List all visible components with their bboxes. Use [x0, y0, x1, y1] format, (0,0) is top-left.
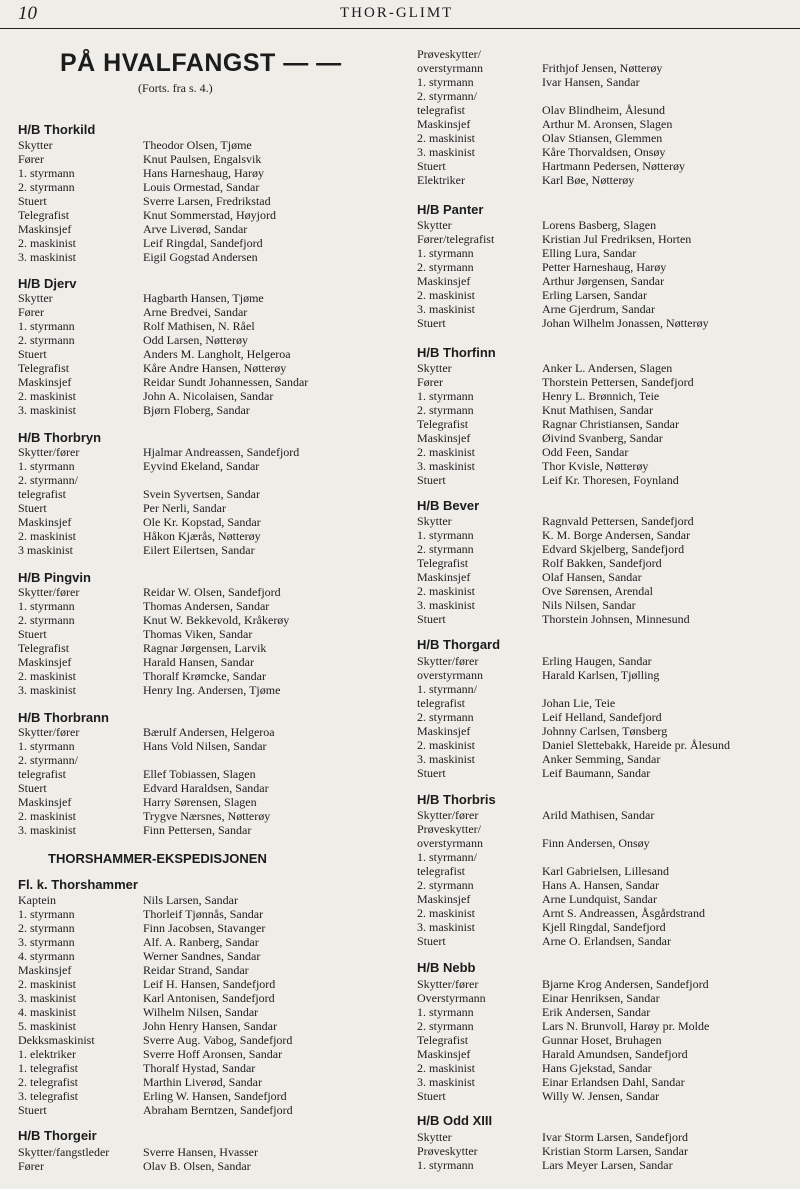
crew-role: overstyrmann [417, 836, 483, 850]
crew-name: Johan Wilhelm Jonassen, Nøtterøy [542, 316, 709, 330]
crew-name: Bærulf Andersen, Helgeroa [143, 725, 275, 739]
article-subtitle: (Forts. fra s. 4.) [138, 81, 213, 95]
crew-role: 3 maskinist [18, 543, 74, 557]
crew-name: Arne O. Erlandsen, Sandar [542, 934, 671, 948]
crew-name: John Henry Hansen, Sandar [143, 1019, 277, 1033]
ship-title: H/B Thorbris [417, 792, 496, 807]
crew-role: 1. styrmann [18, 907, 75, 921]
crew-role: Telegrafist [18, 641, 70, 655]
crew-role: Skytter/fører [417, 654, 479, 668]
crew-name: Ragnar Christiansen, Sandar [542, 417, 679, 431]
crew-role: telegrafist [417, 696, 465, 710]
crew-name: Karl Antonisen, Sandefjord [143, 991, 275, 1005]
crew-name: Nils Nilsen, Sandar [542, 598, 636, 612]
magazine-title: THOR-GLIMT [340, 5, 454, 21]
crew-name: Olaf Hansen, Sandar [542, 570, 642, 584]
crew-role: 4. styrmann [18, 949, 75, 963]
crew-role: 2. maskinist [18, 977, 77, 991]
crew-role: Stuert [18, 627, 47, 641]
crew-name: Olav B. Olsen, Sandar [143, 1159, 251, 1173]
crew-name: Olav Blindheim, Ålesund [542, 103, 665, 117]
crew-role: 2. maskinist [417, 584, 476, 598]
crew-role: 2. maskinist [417, 1061, 476, 1075]
crew-name: Leif H. Hansen, Sandefjord [143, 977, 276, 991]
crew-name: Olav Stiansen, Glemmen [542, 131, 663, 145]
crew-name: Sverre Aug. Vabog, Sandefjord [143, 1033, 293, 1047]
crew-role: Fører [18, 1159, 44, 1173]
crew-role: 2. maskinist [417, 445, 476, 459]
crew-name: Erling Larsen, Sandar [542, 288, 647, 302]
crew-role: Maskinsjef [417, 1047, 471, 1061]
crew-role: Maskinsjef [417, 892, 471, 906]
crew-role: telegrafist [18, 487, 66, 501]
crew-role: 3. maskinist [18, 250, 77, 264]
crew-role: 3. maskinist [18, 991, 77, 1005]
crew-role: Skytter/fører [417, 977, 479, 991]
crew-name: Henry Ing. Andersen, Tjøme [143, 683, 281, 697]
crew-name: Leif Helland, Sandefjord [542, 710, 662, 724]
crew-name: Thorstein Johnsen, Minnesund [542, 612, 690, 626]
crew-role: Skytter/fører [18, 445, 80, 459]
crew-role: overstyrmann [417, 61, 483, 75]
crew-role: telegrafist [417, 864, 465, 878]
crew-name: Finn Andersen, Onsøy [542, 836, 650, 850]
crew-name: Kåre Thorvaldsen, Onsøy [542, 145, 666, 159]
crew-role: Stuert [417, 159, 446, 173]
crew-name: Anker Semming, Sandar [542, 752, 661, 766]
crew-role: Telegrafist [18, 361, 70, 375]
crew-name: Hjalmar Andreassen, Sandefjord [143, 445, 300, 459]
crew-role: 2. maskinist [417, 906, 476, 920]
crew-name: Alf. A. Ranberg, Sandar [143, 935, 259, 949]
crew-role: Skytter/fangstleder [18, 1145, 110, 1159]
crew-role: 2. maskinist [18, 236, 77, 250]
crew-name: Arne Bredvei, Sandar [143, 305, 248, 319]
crew-name: Harald Amundsen, Sandefjord [542, 1047, 688, 1061]
crew-role: 2. maskinist [18, 669, 77, 683]
crew-name: Arne Lundquist, Sandar [542, 892, 657, 906]
crew-name: Werner Sandnes, Sandar [143, 949, 261, 963]
ship-title: Fl. k. Thorshammer [18, 877, 138, 892]
crew-role: 1. elektriker [18, 1047, 76, 1061]
article-title: PÅ HVALFANGST — — [60, 49, 342, 77]
crew-name: Hans Harneshaug, Harøy [143, 166, 264, 180]
crew-role: 1. styrmann/ [417, 682, 477, 696]
crew-role: 3. maskinist [18, 823, 77, 837]
crew-role: 1. styrmann [417, 528, 474, 542]
crew-role: Stuert [18, 501, 47, 515]
crew-name: Anker L. Andersen, Slagen [542, 361, 673, 375]
crew-role: 1. styrmann [18, 166, 75, 180]
crew-name: Marthin Liverød, Sandar [143, 1075, 262, 1089]
crew-name: Ivar Hansen, Sandar [542, 75, 640, 89]
crew-role: Stuert [417, 766, 446, 780]
crew-name: Louis Ormestad, Sandar [143, 180, 260, 194]
crew-name: Henry L. Brønnich, Teie [542, 389, 660, 403]
crew-name: Einar Erlandsen Dahl, Sandar [542, 1075, 685, 1089]
crew-role: Maskinsjef [18, 375, 72, 389]
crew-role: 3. maskinist [417, 1075, 476, 1089]
crew-name: Lars N. Brunvoll, Harøy pr. Molde [542, 1019, 710, 1033]
crew-role: Telegrafist [417, 417, 469, 431]
crew-name: Daniel Slettebakk, Hareide pr. Ålesund [542, 738, 730, 752]
crew-name: Arthur M. Aronsen, Slagen [542, 117, 673, 131]
crew-name: Sverre Hansen, Hvasser [143, 1145, 258, 1159]
crew-role: 2. telegrafist [18, 1075, 78, 1089]
crew-role: 3. maskinist [18, 403, 77, 417]
crew-role: 2. maskinist [18, 809, 77, 823]
crew-role: 1. telegrafist [18, 1061, 78, 1075]
crew-name: Karl Bøe, Nøtterøy [542, 173, 635, 187]
crew-role: 2. styrmann/ [18, 473, 78, 487]
crew-role: 2. styrmann [417, 710, 474, 724]
crew-role: 3. telegrafist [18, 1089, 78, 1103]
crew-role: Prøveskytter/ [417, 47, 481, 61]
crew-role: 3. maskinist [417, 302, 476, 316]
crew-name: Sverre Larsen, Fredrikstad [143, 194, 271, 208]
crew-role: Maskinsjef [18, 795, 72, 809]
crew-name: Reidar Sundt Johannessen, Sandar [143, 375, 309, 389]
crew-name: Edvard Haraldsen, Sandar [143, 781, 269, 795]
crew-role: Fører [18, 305, 44, 319]
crew-name: Ellef Tobiassen, Slagen [143, 767, 256, 781]
crew-name: Thoralf Hystad, Sandar [143, 1061, 256, 1075]
crew-name: Johan Lie, Teie [542, 696, 616, 710]
crew-name: Knut Paulsen, Engalsvik [143, 152, 262, 166]
crew-name: Rolf Bakken, Sandefjord [542, 556, 662, 570]
crew-name: Hartmann Pedersen, Nøtterøy [542, 159, 685, 173]
crew-name: Anders M. Langholt, Helgeroa [143, 347, 291, 361]
crew-name: Finn Pettersen, Sandar [143, 823, 252, 837]
crew-role: 2. maskinist [417, 288, 476, 302]
crew-name: Reidar W. Olsen, Sandefjord [143, 585, 281, 599]
crew-name: Elling Lura, Sandar [542, 246, 637, 260]
crew-role: telegrafist [18, 767, 66, 781]
crew-role: Overstyrmann [417, 991, 486, 1005]
crew-name: Lars Meyer Larsen, Sandar [542, 1158, 673, 1172]
crew-role: Skytter/fører [18, 585, 80, 599]
crew-role: 5. maskinist [18, 1019, 77, 1033]
crew-role: Fører/telegrafist [417, 232, 495, 246]
ship-title: H/B Thorgard [417, 637, 501, 652]
crew-name: Reidar Strand, Sandar [143, 963, 249, 977]
crew-role: Dekksmaskinist [18, 1033, 95, 1047]
crew-role: Skytter [18, 291, 53, 305]
crew-name: Hans A. Hansen, Sandar [542, 878, 659, 892]
crew-name: Eyvind Ekeland, Sandar [143, 459, 260, 473]
crew-name: Kjell Ringdal, Sandefjord [542, 920, 666, 934]
crew-name: Johnny Carlsen, Tønsberg [542, 724, 668, 738]
crew-role: Maskinsjef [417, 724, 471, 738]
crew-name: Trygve Nærsnes, Nøtterøy [143, 809, 271, 823]
crew-name: Kristian Jul Fredriksen, Horten [542, 232, 692, 246]
crew-role: Maskinsjef [18, 222, 72, 236]
crew-role: Maskinsjef [417, 117, 471, 131]
crew-role: Stuert [18, 1103, 47, 1117]
crew-role: Fører [18, 152, 44, 166]
crew-name: Thomas Viken, Sandar [143, 627, 253, 641]
crew-role: Fører [417, 375, 443, 389]
crew-role: 2. maskinist [18, 529, 77, 543]
crew-name: Lorens Basberg, Slagen [542, 218, 657, 232]
crew-name: Harald Karlsen, Tjølling [542, 668, 660, 682]
expedition-title: THORSHAMMER-EKSPEDISJONEN [48, 851, 267, 866]
crew-role: Elektriker [417, 173, 465, 187]
crew-name: Eilert Eilertsen, Sandar [143, 543, 255, 557]
crew-role: 2. styrmann [417, 542, 474, 556]
crew-name: Ivar Storm Larsen, Sandefjord [542, 1130, 688, 1144]
crew-name: Sverre Hoff Aronsen, Sandar [143, 1047, 283, 1061]
crew-role: 2. maskinist [417, 131, 476, 145]
crew-role: Maskinsjef [18, 515, 72, 529]
crew-name: Ove Sørensen, Arendal [542, 584, 653, 598]
crew-role: telegrafist [417, 103, 465, 117]
crew-name: Thoralf Krømcke, Sandar [143, 669, 266, 683]
crew-role: 1. styrmann [18, 739, 75, 753]
crew-name: Harry Sørensen, Slagen [143, 795, 257, 809]
crew-name: Odd Larsen, Nøtterøy [143, 333, 248, 347]
ship-title: H/B Thorbryn [18, 430, 102, 445]
crew-role: 1. styrmann [18, 459, 75, 473]
crew-role: Telegrafist [417, 556, 469, 570]
crew-role: 1. styrmann [18, 599, 75, 613]
crew-role: Stuert [417, 316, 446, 330]
crew-role: Skytter [18, 138, 53, 152]
ship-title: H/B Bever [417, 498, 480, 513]
crew-name: Hagbarth Hansen, Tjøme [143, 291, 264, 305]
crew-role: 2. styrmann/ [417, 89, 477, 103]
crew-name: Leif Kr. Thoresen, Foynland [542, 473, 679, 487]
crew-role: Stuert [18, 347, 47, 361]
crew-name: Odd Feen, Sandar [542, 445, 629, 459]
crew-role: 3. maskinist [417, 920, 476, 934]
crew-name: Gunnar Hoset, Bruhagen [542, 1033, 662, 1047]
crew-role: Prøveskytter/ [417, 822, 481, 836]
crew-role: Stuert [417, 934, 446, 948]
crew-role: Maskinsjef [417, 570, 471, 584]
crew-name: Erik Andersen, Sandar [542, 1005, 651, 1019]
crew-role: 2. maskinist [18, 389, 77, 403]
ship-title: H/B Nebb [417, 960, 476, 975]
crew-role: Skytter [417, 361, 452, 375]
page-number: 10 [18, 3, 37, 24]
crew-role: 3. styrmann [18, 935, 75, 949]
crew-name: Håkon Kjærås, Nøtterøy [143, 529, 261, 543]
crew-name: Knut W. Bekkevold, Kråkerøy [143, 613, 290, 627]
crew-name: Rolf Mathisen, N. Råel [143, 319, 255, 333]
crew-name: Kristian Storm Larsen, Sandar [542, 1144, 688, 1158]
crew-role: 3. maskinist [417, 145, 476, 159]
crew-role: 1. styrmann/ [417, 850, 477, 864]
crew-name: Abraham Berntzen, Sandefjord [143, 1103, 293, 1117]
crew-role: Maskinsjef [18, 655, 72, 669]
crew-name: Petter Harneshaug, Harøy [542, 260, 667, 274]
crew-role: Telegrafist [417, 1033, 469, 1047]
crew-role: 2. styrmann [18, 613, 75, 627]
crew-role: Skytter [417, 514, 452, 528]
crew-name: Frithjof Jensen, Nøtterøy [542, 61, 663, 75]
crew-name: Ragnvald Pettersen, Sandefjord [542, 514, 694, 528]
crew-name: Kåre Andre Hansen, Nøtterøy [143, 361, 287, 375]
crew-name: Leif Ringdal, Sandefjord [143, 236, 263, 250]
crew-name: Thorleif Tjønnås, Sandar [143, 907, 264, 921]
crew-name: Arild Mathisen, Sandar [542, 808, 655, 822]
crew-name: Einar Henriksen, Sandar [542, 991, 660, 1005]
crew-role: Prøveskytter [417, 1144, 478, 1158]
crew-name: Wilhelm Nilsen, Sandar [143, 1005, 259, 1019]
crew-role: Maskinsjef [18, 963, 72, 977]
crew-role: Skytter [417, 1130, 452, 1144]
crew-name: Øivind Svanberg, Sandar [542, 431, 663, 445]
crew-name: Nils Larsen, Sandar [143, 893, 238, 907]
crew-name: Hans Vold Nilsen, Sandar [143, 739, 267, 753]
crew-role: 3. maskinist [417, 752, 476, 766]
crew-role: 2. styrmann [417, 878, 474, 892]
ship-title: H/B Thorfinn [417, 345, 496, 360]
crew-name: Harald Hansen, Sandar [143, 655, 254, 669]
ship-title: H/B Thorkild [18, 122, 96, 137]
crew-name: Erling W. Hansen, Sandefjord [143, 1089, 287, 1103]
crew-role: 1. styrmann [18, 319, 75, 333]
crew-name: Arve Liverød, Sandar [143, 222, 248, 236]
crew-role: 2. styrmann/ [18, 753, 78, 767]
crew-name: Willy W. Jensen, Sandar [542, 1089, 660, 1103]
ship-title: H/B Djerv [18, 276, 77, 291]
crew-role: Skytter/fører [18, 725, 80, 739]
crew-role: 1. styrmann [417, 1158, 474, 1172]
crew-role: 4. maskinist [18, 1005, 77, 1019]
crew-role: 1. styrmann [417, 246, 474, 260]
crew-name: Bjarne Krog Andersen, Sandefjord [542, 977, 709, 991]
crew-role: Skytter/fører [417, 808, 479, 822]
crew-name: K. M. Borge Andersen, Sandar [542, 528, 691, 542]
crew-name: Karl Gabrielsen, Lillesand [542, 864, 669, 878]
crew-role: Kaptein [18, 893, 56, 907]
crew-name: Knut Mathisen, Sandar [542, 403, 653, 417]
ship-title: H/B Pingvin [18, 570, 91, 585]
crew-name: Ragnar Jørgensen, Larvik [143, 641, 267, 655]
crew-role: 2. maskinist [417, 738, 476, 752]
crew-name: Finn Jacobsen, Stavanger [143, 921, 266, 935]
crew-role: Maskinsjef [417, 431, 471, 445]
crew-name: Theodor Olsen, Tjøme [143, 138, 252, 152]
crew-name: Per Nerli, Sandar [143, 501, 226, 515]
page-header [0, 0, 800, 29]
crew-name: Hans Gjekstad, Sandar [542, 1061, 652, 1075]
crew-name: Edvard Skjelberg, Sandefjord [542, 542, 685, 556]
crew-name: Erling Haugen, Sandar [542, 654, 652, 668]
crew-role: Stuert [18, 194, 47, 208]
crew-name: Leif Baumann, Sandar [542, 766, 651, 780]
crew-role: Stuert [417, 1089, 446, 1103]
crew-role: Stuert [417, 473, 446, 487]
crew-name: Bjørn Floberg, Sandar [143, 403, 250, 417]
crew-role: 3. maskinist [18, 683, 77, 697]
crew-name: John A. Nicolaisen, Sandar [143, 389, 274, 403]
crew-role: 1. styrmann [417, 1005, 474, 1019]
crew-name: Thor Kvisle, Nøtterøy [542, 459, 649, 473]
crew-role: 3. maskinist [417, 598, 476, 612]
crew-name: Thorstein Pettersen, Sandefjord [542, 375, 694, 389]
ship-title: H/B Panter [417, 202, 484, 217]
crew-name: Knut Sommerstad, Høyjord [143, 208, 276, 222]
crew-role: 2. styrmann [417, 1019, 474, 1033]
crew-role: Telegrafist [18, 208, 70, 222]
crew-role: Stuert [417, 612, 446, 626]
crew-name: Arne Gjerdrum, Sandar [542, 302, 655, 316]
crew-role: 1. styrmann [417, 75, 474, 89]
ship-title: H/B Thorgeir [18, 1128, 97, 1143]
crew-name: Svein Syvertsen, Sandar [143, 487, 260, 501]
crew-role: 1. styrmann [417, 389, 474, 403]
crew-role: overstyrmann [417, 668, 483, 682]
ship-title: H/B Thorbrann [18, 710, 109, 725]
crew-role: Stuert [18, 781, 47, 795]
crew-role: 2. styrmann [18, 921, 75, 935]
crew-name: Ole Kr. Kopstad, Sandar [143, 515, 261, 529]
crew-name: Eigil Gogstad Andersen [143, 250, 258, 264]
crew-role: Skytter [417, 218, 452, 232]
crew-role: 2. styrmann [18, 180, 75, 194]
crew-role: 3. maskinist [417, 459, 476, 473]
crew-name: Arnt S. Andreassen, Åsgårdstrand [542, 906, 705, 920]
crew-role: 2. styrmann [417, 260, 474, 274]
crew-role: 2. styrmann [417, 403, 474, 417]
crew-role: Maskinsjef [417, 274, 471, 288]
crew-name: Thomas Andersen, Sandar [143, 599, 270, 613]
ship-title: H/B Odd XIII [417, 1113, 493, 1128]
crew-role: 2. styrmann [18, 333, 75, 347]
crew-name: Arthur Jørgensen, Sandar [542, 274, 665, 288]
